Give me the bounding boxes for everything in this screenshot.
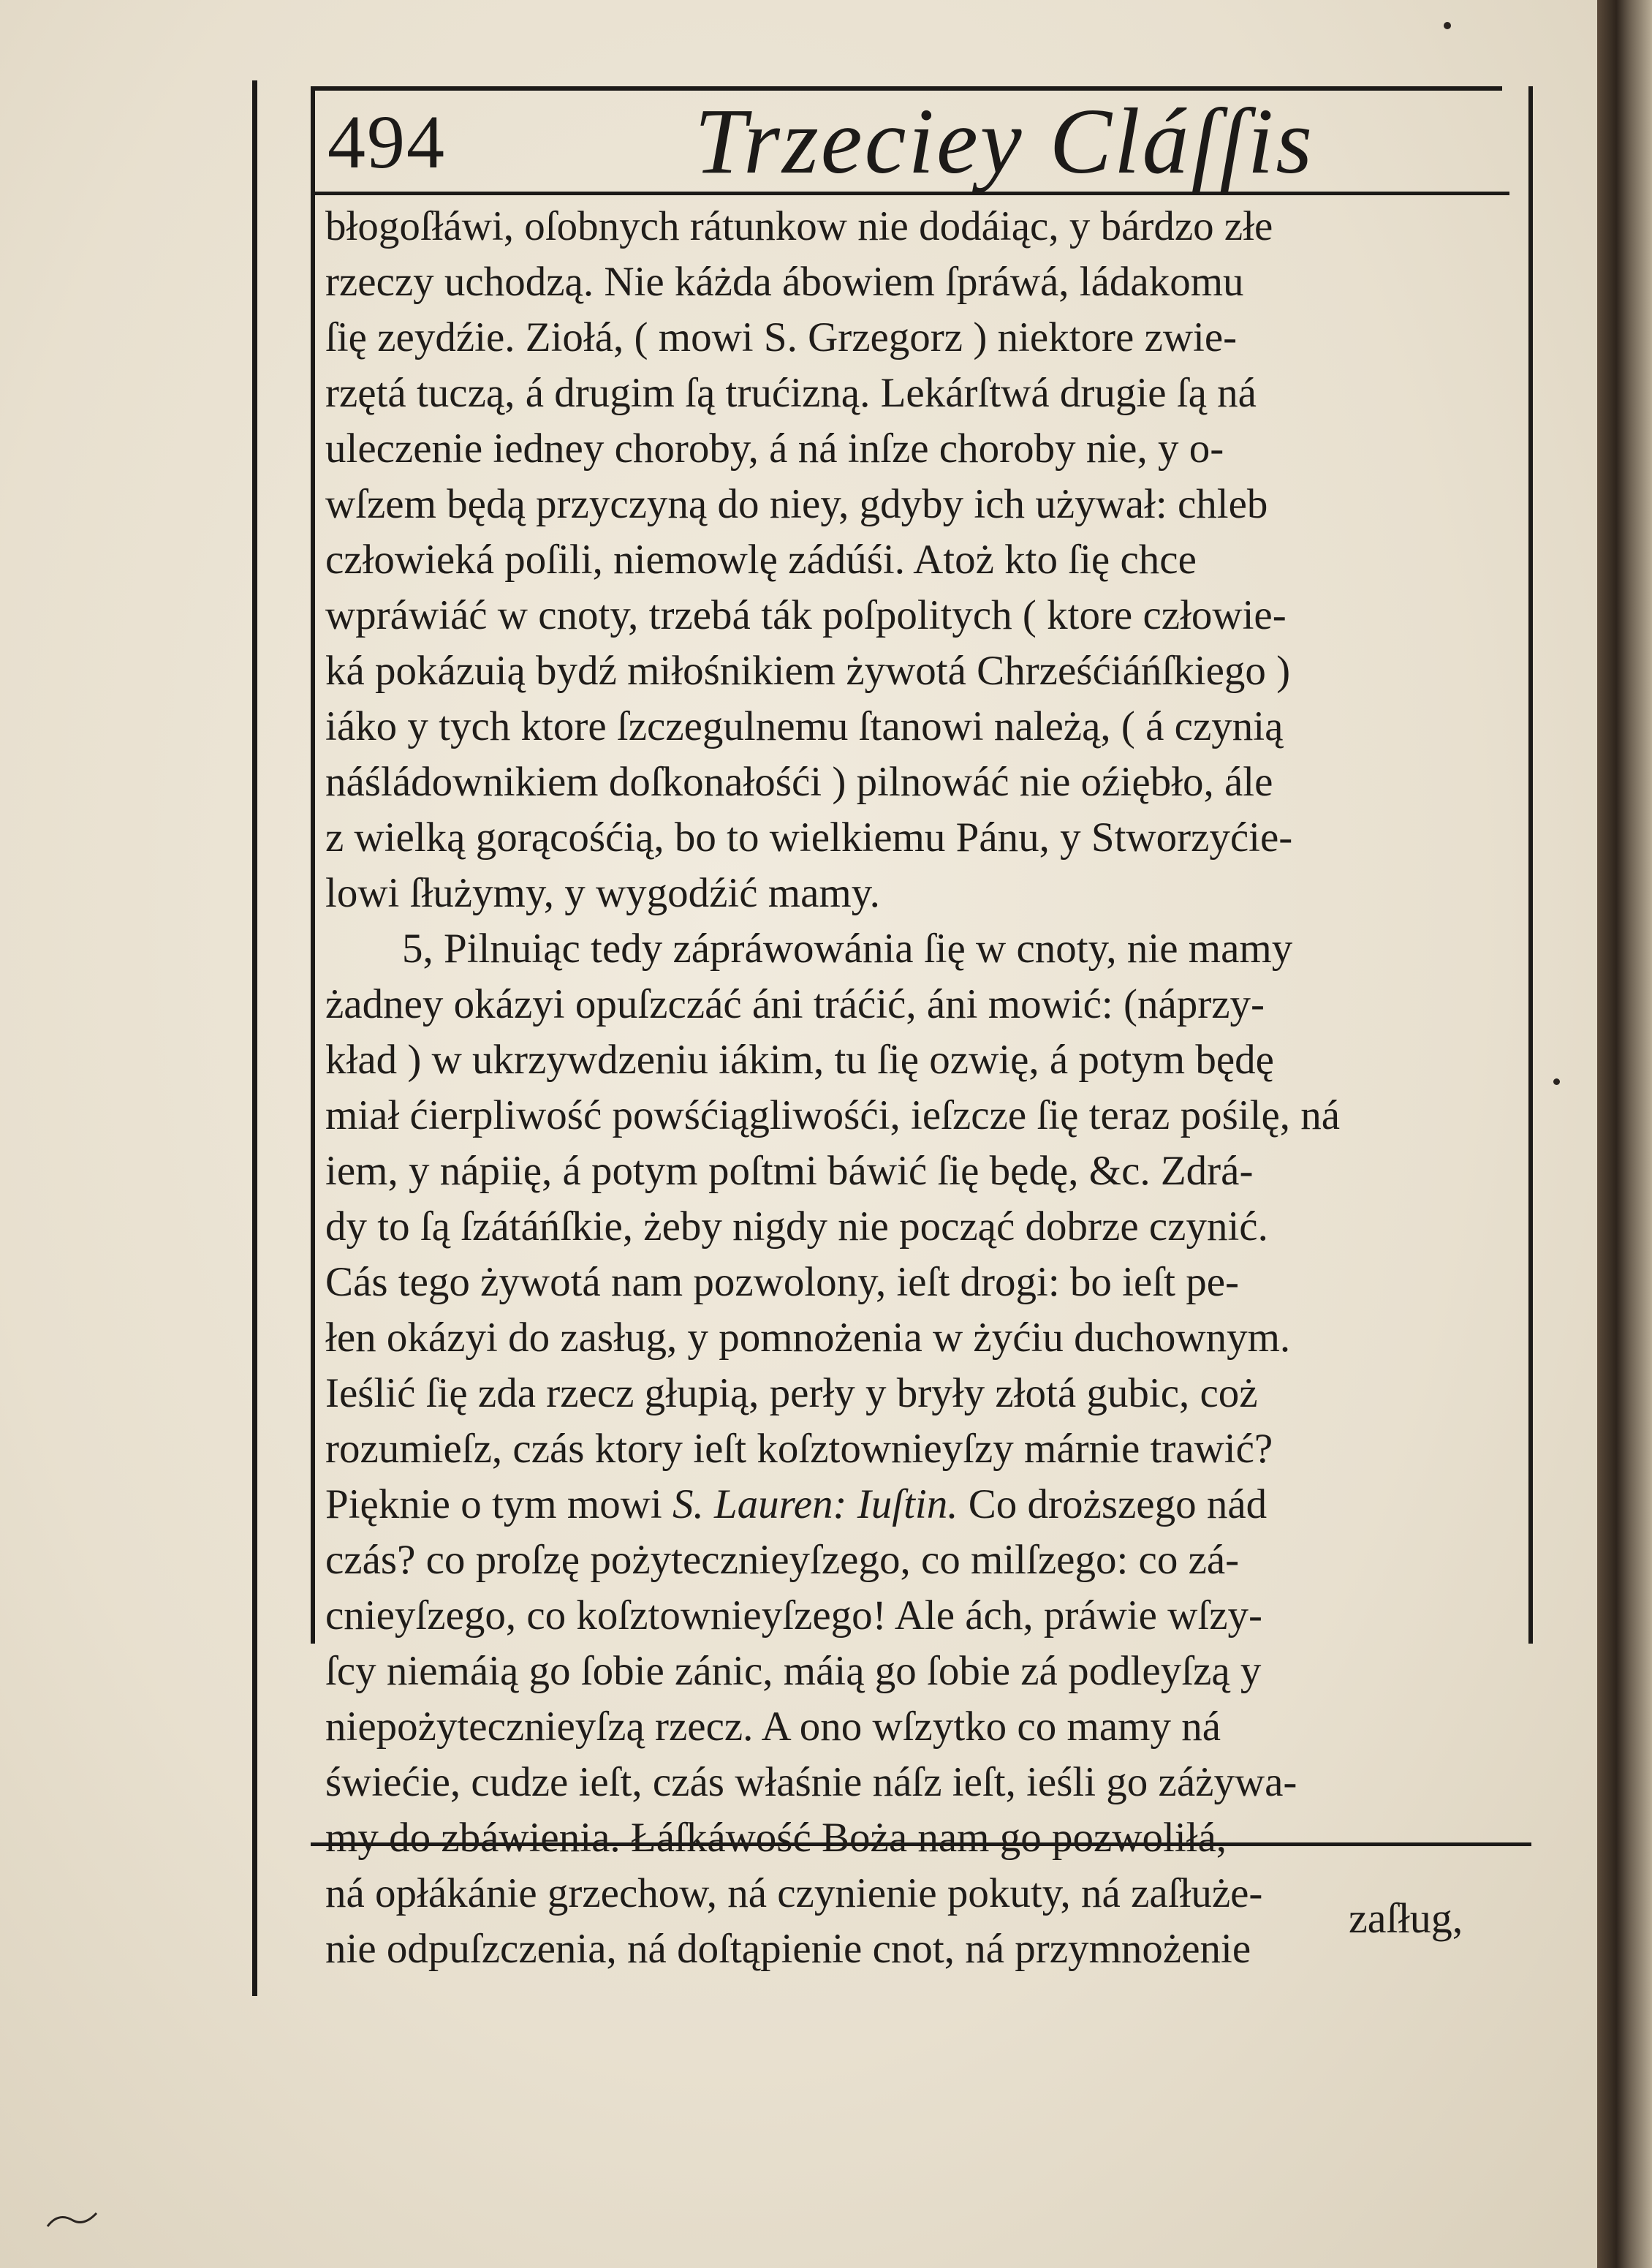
text-line: my do zbáwienia. Łáſkáwość Boża nam go pozwoliłá, <box>325 1815 1227 1861</box>
ink-speck <box>1444 22 1451 29</box>
text-line: rzętá tuczą, á drugim ſą trućizną. Lekárſtwá drugie ſą ná <box>325 370 1257 416</box>
citation-trail-text: Co droższego nád <box>968 1481 1268 1527</box>
text-line: z wielką gorącośćią, bo to wielkiemu Pánu, y Stworzyćie- <box>325 814 1293 861</box>
body-text <box>325 199 1513 1977</box>
text-line: błogoſłáwi, oſobnych rátunkow nie dodáiąc, y bárdzo złe <box>325 203 1273 249</box>
text-line: rzeczy uchodzą. Nie káżda ábowiem ſpráwá, ládakomu <box>325 259 1244 305</box>
running-head: Trzeciey Cláſſis <box>694 89 1314 193</box>
text-line: wpráwiáć w cnoty, trzebá ták poſpolitych ( ktore człowie- <box>325 592 1287 638</box>
text-line: uleczenie iedney choroby, á ná inſze choroby nie, y o- <box>325 426 1224 472</box>
text-line: świećie, cudze ieſt, czás właśnie náſz ieſt, ieśli go záżywa- <box>325 1759 1297 1805</box>
page-number: 494 <box>327 100 446 184</box>
text-line: czás? co proſzę pożytecznieyſzego, co milſzego: co zá- <box>325 1537 1240 1583</box>
text-line: lowi ſłużymy, y wygodźić mamy. <box>325 870 880 916</box>
text-line: nie odpuſzczenia, ná doſtąpienie cnot, ná przymnożenie <box>325 1926 1251 1972</box>
book-gutter <box>1597 0 1652 2268</box>
text-line: ſię zeydźie. Ziołá, ( mowi S. Grzegorz ) niektore zwie- <box>325 314 1238 360</box>
text-line: Ieślić ſię zda rzecz głupią, perły y bryły złotá gubic, coż <box>325 1370 1258 1416</box>
citation-reference: S. Lauren: Iuſtin. <box>672 1481 958 1527</box>
text-line: miał ćierpliwość powśćiągliwośći, ieſzcze ſię teraz pośilę, ná <box>325 1092 1341 1138</box>
text-line: ſcy niemáią go ſobie zánic, máią go ſobie zá podleyſzą y <box>325 1648 1262 1694</box>
outer-vertical-rule <box>252 80 257 1996</box>
text-line: iem, y nápiię, á potym poſtmi báwić ſię będę, &c. Zdrá- <box>325 1148 1254 1194</box>
text-line: łen okázyi do zasług, y pomnożenia w żyćiu duchownym. <box>325 1315 1291 1361</box>
citation-line <box>325 1477 1513 1532</box>
citation-lead-text: Pięknie o tym mowi <box>325 1481 662 1527</box>
text-line: kład ) w ukrzywdzeniu iákim, tu ſię ozwię, á potym będę <box>325 1037 1274 1083</box>
text-line: ná opłákánie grzechow, ná czynienie pokuty, ná zaſłuże- <box>325 1870 1263 1916</box>
text-line: ká pokázuią bydź miłośnikiem żywotá Chrześćiáńſkiego ) <box>325 648 1291 694</box>
text-line: iáko y tych ktore ſzczegulnemu ſtanowi należą, ( á czynią <box>325 703 1284 749</box>
text-line: niepożytecznieyſzą rzecz. A ono wſzytko co mamy ná <box>325 1704 1221 1750</box>
ink-speck <box>1553 1078 1560 1085</box>
text-line: wſzem będą przyczyną do niey, gdyby ich używał: chleb <box>325 481 1268 527</box>
text-line: Cás tego żywotá nam pozwolony, ieſt drogi: bo ieſt pe- <box>325 1259 1240 1305</box>
catchword: zaſług, <box>1349 1894 1463 1942</box>
pen-mark-icon <box>44 2204 102 2234</box>
text-line: człowieká poſili, niemowlę zádúśi. Atoż kto ſię chce <box>325 537 1197 583</box>
text-line: rozumieſz, czás ktory ieſt koſztownieyſzy márnie trawić? <box>325 1426 1273 1472</box>
text-line: náśládownikiem doſkonałośći ) pilnowáć nie oźiębło, ále <box>325 759 1273 805</box>
text-line: cnieyſzego, co koſztownieyſzego! Ale ách, práwie wſzy- <box>325 1592 1262 1638</box>
text-line: żadney okázyi opuſzczáć áni tráćić, áni mowić: (náprzy- <box>325 981 1265 1027</box>
paragraph-start-line: 5, Pilnuiąc tedy zápráwowánia ſię w cnoty, nie mamy <box>402 926 1293 972</box>
text-line: dy to ſą ſzátáńſkie, żeby nigdy nie począć dobrze czynić. <box>325 1203 1268 1250</box>
